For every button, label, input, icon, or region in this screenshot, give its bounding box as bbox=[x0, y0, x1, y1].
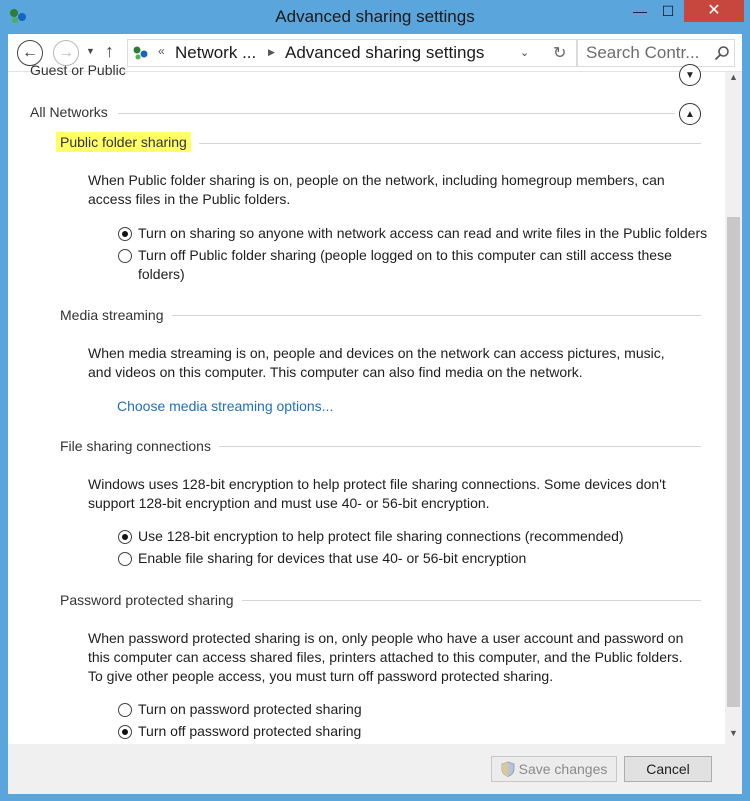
title-bar bbox=[0, 0, 750, 34]
minimize-button[interactable]: — bbox=[633, 3, 647, 19]
network-location-icon bbox=[132, 45, 150, 61]
breadcrumb-overflow[interactable]: « bbox=[158, 44, 165, 58]
public-folder-sharing-heading bbox=[60, 134, 199, 150]
radio-button[interactable] bbox=[118, 530, 132, 544]
radio-button[interactable] bbox=[118, 249, 132, 263]
public-folder-sharing-title: Public folder sharing bbox=[56, 132, 191, 152]
save-changes-label[interactable]: Save changes bbox=[518, 761, 608, 777]
window-title: Advanced sharing settings bbox=[275, 7, 475, 26]
expand-guest-public-icon[interactable]: ▼ bbox=[679, 64, 701, 86]
section-guest-public-heading[interactable]: Guest or Public bbox=[30, 62, 126, 78]
cancel-button[interactable]: Cancel bbox=[624, 756, 712, 782]
address-dropdown-icon[interactable]: ⌄ bbox=[520, 47, 530, 59]
radio-button[interactable] bbox=[118, 725, 132, 739]
address-bar[interactable] bbox=[127, 39, 577, 67]
all-networks-heading[interactable]: All Networks bbox=[30, 104, 116, 120]
refresh-button[interactable]: ↻ bbox=[553, 45, 567, 62]
breadcrumb-advanced-sharing[interactable]: Advanced sharing settings bbox=[285, 43, 485, 62]
password-on-option[interactable] bbox=[118, 700, 718, 719]
close-button[interactable]: ✕ bbox=[684, 0, 744, 22]
divider bbox=[214, 446, 701, 447]
divider bbox=[170, 315, 701, 316]
search-input[interactable]: Search Contr... bbox=[586, 43, 700, 62]
content-area bbox=[8, 62, 742, 744]
search-box[interactable] bbox=[577, 39, 735, 67]
up-button[interactable]: ↑ bbox=[105, 41, 114, 61]
collapse-all-networks-icon[interactable]: ▲ bbox=[679, 103, 701, 125]
scroll-down-icon[interactable]: ▼ bbox=[729, 728, 738, 738]
back-button[interactable]: ← bbox=[17, 40, 43, 66]
radio-label[interactable]: Turn on password protected sharing bbox=[138, 701, 362, 717]
forward-button[interactable]: → bbox=[53, 40, 79, 66]
public-folder-on-option[interactable] bbox=[118, 224, 718, 243]
password-off-option[interactable] bbox=[118, 722, 718, 741]
radio-button[interactable] bbox=[118, 703, 132, 717]
password-sharing-description: When password protected sharing is on, only people who have a user account and password on this computer can access shared files, printers attached to this computer, and the Public folders. To give other people access, you must turn off password protected sharing. bbox=[88, 630, 684, 684]
maximize-button[interactable]: ☐ bbox=[661, 3, 675, 19]
public-folder-off-option[interactable] bbox=[118, 246, 718, 284]
radio-button[interactable] bbox=[118, 227, 132, 241]
divider bbox=[188, 143, 701, 144]
media-streaming-options-link[interactable]: Choose media streaming options... bbox=[117, 398, 334, 414]
public-folder-description: When Public folder sharing is on, people on the network, including homegroup members, can access files in the Public folders. bbox=[88, 172, 665, 207]
dialog-footer bbox=[8, 744, 742, 794]
radio-label[interactable]: Enable file sharing for devices that use 40- or 56-bit encryption bbox=[138, 550, 527, 566]
media-streaming-heading: Media streaming bbox=[60, 307, 172, 323]
file-sharing-description: Windows uses 128-bit encryption to help protect file sharing connections. Some devices don't support 128-bit encryption and must use 40- or 56-bit encryption. bbox=[88, 476, 666, 511]
divider bbox=[240, 600, 701, 601]
radio-button[interactable] bbox=[118, 552, 132, 566]
vertical-scrollbar[interactable] bbox=[725, 72, 742, 744]
password-protected-sharing-heading: Password protected sharing bbox=[60, 592, 242, 608]
recent-locations-dropdown[interactable]: ▼ bbox=[86, 46, 95, 56]
file-sharing-connections-heading: File sharing connections bbox=[60, 438, 219, 454]
scroll-up-icon[interactable]: ▲ bbox=[729, 72, 738, 82]
radio-label[interactable]: Turn off Public folder sharing (people logged on to this computer can still access these folders) bbox=[138, 247, 672, 282]
save-changes-button[interactable] bbox=[491, 756, 617, 782]
media-streaming-description: When media streaming is on, people and devices on the network can access pictures, music, and videos on this computer. This computer can also find media on the network. bbox=[88, 345, 665, 380]
scroll-thumb[interactable] bbox=[727, 217, 740, 707]
radio-label[interactable]: Turn off password protected sharing bbox=[138, 723, 362, 739]
search-icon[interactable] bbox=[714, 45, 730, 61]
breadcrumb-network[interactable]: Network ... bbox=[175, 43, 257, 62]
encryption-40-56-option[interactable] bbox=[118, 549, 718, 568]
breadcrumb-separator-icon[interactable]: ▶ bbox=[268, 47, 275, 57]
uac-shield-icon bbox=[501, 761, 515, 777]
divider bbox=[118, 113, 675, 114]
encryption-128-option[interactable] bbox=[118, 527, 718, 546]
radio-label[interactable]: Use 128-bit encryption to help protect file sharing connections (recommended) bbox=[138, 528, 624, 544]
radio-label[interactable]: Turn on sharing so anyone with network access can read and write files in the Public folders bbox=[138, 225, 708, 241]
